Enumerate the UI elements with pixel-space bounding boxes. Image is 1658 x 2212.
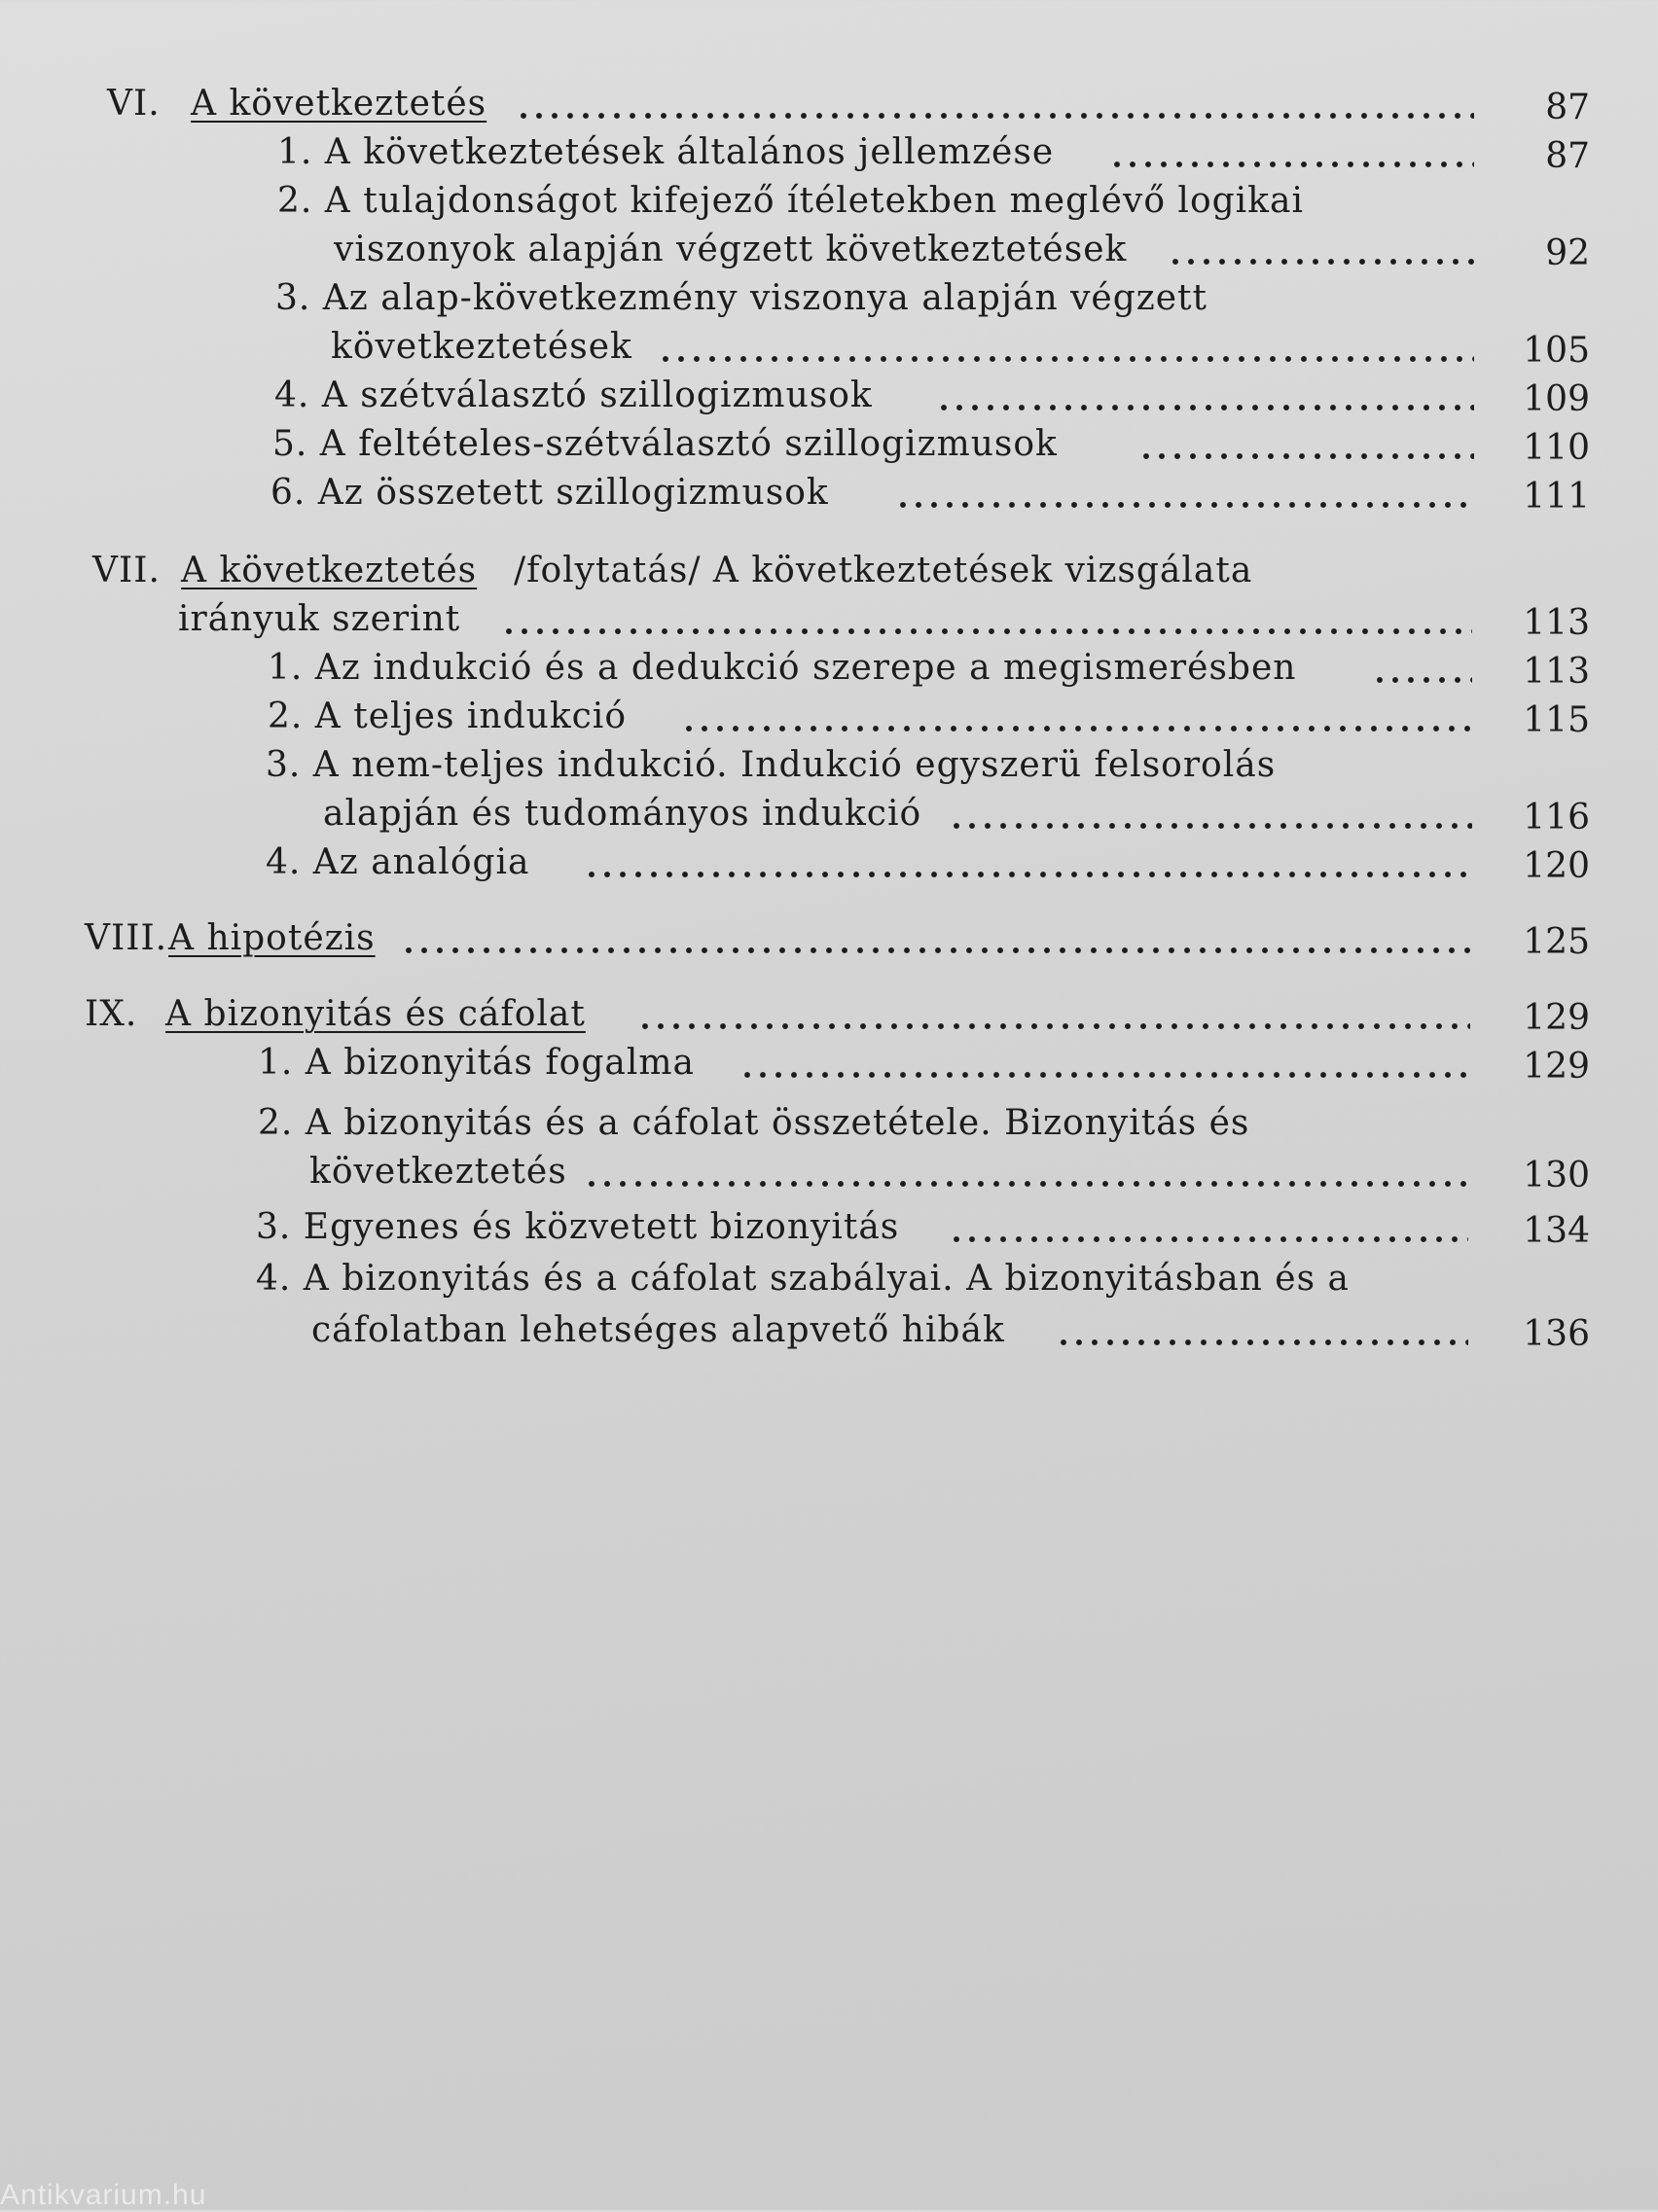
- watermark: Antikvarium.hu: [0, 2179, 207, 2211]
- toc-entry: [0, 469, 1658, 517]
- toc-entry: [0, 838, 1658, 887]
- dot-leader: [936, 372, 1474, 420]
- entry-text: cáfolatban lehetséges alapvető hibák: [311, 1310, 1005, 1350]
- dot-leader: [401, 914, 1472, 963]
- page-number: 129: [1523, 998, 1590, 1038]
- dot-leader: [637, 990, 1470, 1039]
- page-number: 105: [1523, 331, 1590, 371]
- entry-text: 2. A teljes indukció: [268, 696, 627, 736]
- toc-entry: [0, 644, 1658, 693]
- toc-entry: [0, 1099, 1658, 1148]
- page-number: 130: [1523, 1156, 1590, 1195]
- dot-leader: [1109, 128, 1474, 177]
- page-number: 110: [1523, 428, 1590, 468]
- page-number: 134: [1523, 1211, 1590, 1251]
- dot-leader: [501, 595, 1472, 644]
- section-numeral: VIII.: [85, 918, 168, 958]
- toc-entry-continuation: [0, 323, 1658, 372]
- toc-entry: [0, 420, 1658, 469]
- section-title: A hipotézis: [168, 918, 376, 958]
- entry-text: 4. Az analógia: [266, 842, 530, 882]
- dot-leader: [949, 790, 1472, 838]
- dot-leader: [1168, 226, 1474, 274]
- toc-section-heading: [0, 80, 1658, 128]
- dot-leader: [681, 693, 1472, 741]
- page-number: 113: [1523, 652, 1590, 692]
- dot-leader: [895, 469, 1474, 517]
- entry-text: 3. Egyenes és közvetett bizonyitás: [256, 1207, 900, 1247]
- dot-leader: [584, 838, 1472, 887]
- section-title: A következtetés: [181, 551, 478, 590]
- page-number: 113: [1523, 603, 1590, 643]
- entry-text: 1. A bizonyitás fogalma: [258, 1043, 695, 1083]
- section-title-rest: /folytatás/ A következtetések vizsgálata: [514, 551, 1253, 590]
- page-number: 115: [1523, 700, 1590, 740]
- entry-text: 6. Az összetett szillogizmusok: [270, 473, 829, 513]
- section-numeral: IX.: [85, 994, 138, 1034]
- toc-entry: [0, 1255, 1658, 1303]
- entry-text: következtetés: [309, 1152, 567, 1192]
- dot-leader: [949, 1203, 1468, 1252]
- page-number: 87: [1545, 136, 1590, 176]
- entry-text: következtetések: [331, 327, 632, 367]
- toc-entry: [0, 372, 1658, 420]
- section-numeral: VII.: [92, 551, 161, 590]
- toc-entry: [0, 128, 1658, 177]
- dot-leader: [1372, 644, 1472, 693]
- dot-leader: [658, 323, 1474, 372]
- toc-section-heading: [0, 990, 1658, 1039]
- toc-entry: [0, 693, 1658, 741]
- page-number: 92: [1545, 233, 1590, 273]
- entry-text: 5. A feltételes-szétválasztó szillogizmusok: [272, 424, 1058, 464]
- toc-entry-continuation: [0, 790, 1658, 838]
- page-number: 125: [1523, 922, 1590, 962]
- page-number: 129: [1523, 1047, 1590, 1087]
- section-numeral: VI.: [107, 84, 161, 124]
- entry-text: 2. A tulajdonságot kifejező ítéletekben meglévő logikai: [277, 181, 1304, 221]
- dot-leader: [516, 80, 1474, 128]
- toc-entry: [0, 741, 1658, 790]
- toc-entry: [0, 1039, 1658, 1088]
- dot-leader: [584, 1148, 1470, 1196]
- toc-section-heading: [0, 547, 1658, 595]
- dot-leader: [739, 1039, 1470, 1088]
- dot-leader: [1056, 1306, 1468, 1355]
- section-title-cont: irányuk szerint: [178, 599, 461, 639]
- section-title: A bizonyitás és cáfolat: [165, 994, 586, 1034]
- entry-text: 4. A szétválasztó szillogizmusok: [274, 375, 873, 415]
- page-number: 136: [1523, 1314, 1590, 1354]
- page-number: 109: [1523, 379, 1590, 419]
- page-number: 111: [1523, 477, 1590, 517]
- entry-text: 1. Az indukció és a dedukció szerepe a megismerésben: [268, 648, 1297, 688]
- toc-entry-continuation: [0, 226, 1658, 274]
- entry-text: alapján és tudományos indukció: [323, 794, 922, 834]
- toc-entry: [0, 274, 1658, 323]
- entry-text: 2. A bizonyitás és a cáfolat összetétele. Bizonyitás és: [258, 1103, 1250, 1143]
- entry-text: 3. A nem-teljes indukció. Indukció egyszerü felsorolás: [266, 745, 1277, 785]
- toc-entry-continuation: [0, 1306, 1658, 1355]
- entry-text: 1. A következtetések általános jellemzése: [277, 132, 1055, 172]
- toc-section-heading-continuation: [0, 595, 1658, 644]
- entry-text: viszonyok alapján végzett következtetések: [334, 230, 1128, 269]
- page-number: 120: [1523, 846, 1590, 886]
- entry-text: 4. A bizonyitás és a cáfolat szabályai. A bizonyitásban és a: [256, 1259, 1350, 1299]
- page-number: 87: [1545, 88, 1590, 127]
- section-title: A következtetés: [191, 84, 487, 124]
- toc-entry: [0, 1203, 1658, 1252]
- entry-text: 3. Az alap-következmény viszonya alapján végzett: [275, 278, 1207, 318]
- dot-leader: [1138, 420, 1474, 469]
- toc-entry-continuation: [0, 1148, 1658, 1196]
- toc-entry: [0, 177, 1658, 226]
- toc-section-heading: [0, 914, 1658, 963]
- page-number: 116: [1523, 798, 1590, 838]
